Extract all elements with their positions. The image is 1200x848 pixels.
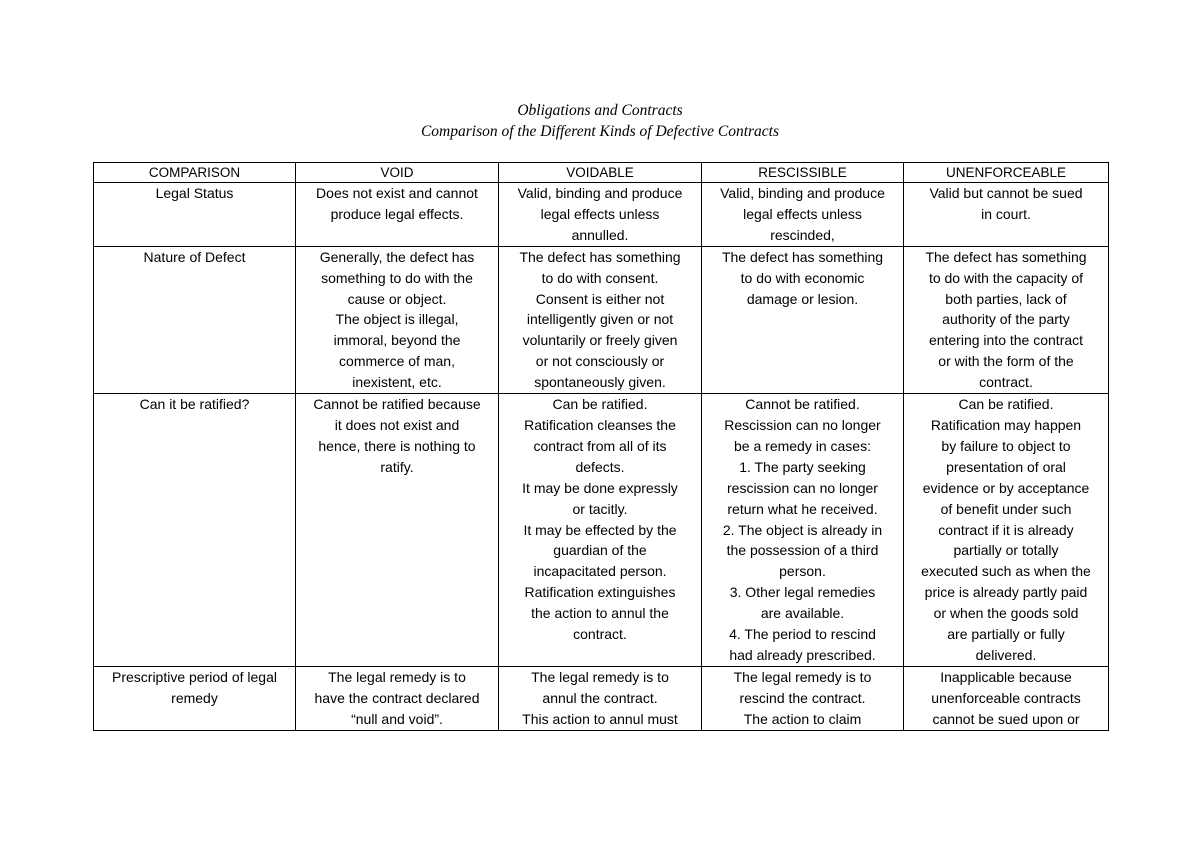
cell-line: 1. The party seeking: [739, 458, 866, 475]
cell-line: Does not exist and cannot: [316, 185, 478, 201]
cell-line: The legal remedy is to: [531, 668, 669, 685]
cell-line: had already prescribed.: [729, 646, 876, 663]
cell-line: rescind the contract.: [739, 689, 866, 706]
cell-line: person.: [779, 563, 826, 580]
table-cell-comparison: [94, 394, 296, 667]
table-cell-rescissible: [702, 666, 904, 730]
cell-line: it does not exist and: [334, 416, 460, 433]
cell-line: of benefit under such: [940, 500, 1072, 517]
cell-line: 4. The period to rescind: [729, 626, 876, 643]
cell-line: delivered.: [975, 646, 1037, 663]
cell-line: the possession of a third: [726, 542, 879, 559]
table-cell-voidable: [499, 666, 702, 730]
table-cell-voidable: [499, 183, 702, 247]
cell-line: Ratification extinguishes: [524, 584, 676, 601]
table-cell-unenforceable: [904, 246, 1109, 393]
cell-line: voluntarily or freely given: [522, 332, 678, 349]
cell-line: annulled.: [571, 226, 629, 243]
cell-line: Can be ratified.: [958, 396, 1054, 413]
table-cell-rescissible: [702, 183, 904, 247]
column-header-voidable: VOIDABLE: [499, 163, 702, 183]
cell-line: have the contract declared: [314, 689, 480, 706]
cell-line: return what he received.: [727, 500, 878, 517]
cell-line: or not consciously or: [535, 353, 665, 370]
table-cell-void: [296, 666, 499, 730]
table-cell-unenforceable: [904, 394, 1109, 667]
cell-line: to do with consent.: [541, 269, 659, 286]
cell-line: Ratification cleanses the: [524, 416, 676, 433]
table-row: [94, 183, 1109, 247]
cell-line: ratify.: [380, 458, 414, 475]
cell-line: executed such as when the: [921, 563, 1091, 580]
table-cell-unenforceable: [904, 183, 1109, 247]
cell-line: Generally, the defect has: [319, 248, 475, 265]
cell-line: Consent is either not: [535, 290, 665, 307]
cell-line: are partially or fully: [947, 626, 1065, 643]
cell-line: defects.: [575, 458, 625, 475]
cell-line: or when the goods sold: [933, 605, 1079, 622]
cell-line: Cannot be ratified because: [313, 396, 481, 413]
cell-line: remedy: [171, 689, 218, 706]
cell-line: immoral, beyond the: [333, 332, 461, 349]
cell-line: by failure to object to: [941, 437, 1071, 454]
cell-line: Ratification may happen: [930, 416, 1082, 433]
cell-line: The object is illegal,: [335, 311, 459, 328]
cell-line: Prescriptive period of legal: [112, 668, 277, 685]
table-cell-rescissible: [702, 394, 904, 667]
cell-line: Inapplicable because: [940, 668, 1072, 685]
cell-line: The defect has something: [925, 248, 1087, 265]
cell-line: contract if it is already: [938, 521, 1074, 538]
cell-line: contract from all of its: [533, 437, 667, 454]
cell-line: spontaneously given.: [534, 374, 666, 391]
cell-line: or with the form of the: [938, 353, 1074, 370]
table-row: [94, 394, 1109, 667]
cell-line: something to do with the: [321, 269, 473, 286]
document-subtitle: Comparison of the Different Kinds of Defective Contracts: [420, 123, 780, 140]
table-cell-comparison: [94, 183, 296, 247]
cell-line: the action to annul the: [531, 605, 669, 622]
cell-line: entering into the contract: [928, 332, 1084, 349]
cell-line: The defect has something: [519, 248, 681, 265]
table-cell-void: [296, 183, 499, 247]
cell-line: The legal remedy is to: [328, 668, 466, 685]
cell-line: Valid, binding and produce: [720, 185, 885, 201]
table-cell-void: [296, 394, 499, 667]
cell-line: hence, there is nothing to: [318, 437, 476, 454]
table-body: [94, 183, 1109, 731]
cell-line: or tacitly.: [572, 500, 628, 517]
cell-line: be a remedy in cases:: [734, 437, 871, 454]
cell-line: Cannot be ratified.: [745, 396, 860, 413]
cell-line: rescission can no longer: [727, 479, 878, 496]
table-cell-comparison: [94, 246, 296, 393]
table-cell-comparison: [94, 666, 296, 730]
cell-line: cause or object.: [347, 290, 447, 307]
cell-line: are available.: [760, 605, 845, 622]
cell-line: produce legal effects.: [330, 205, 464, 222]
cell-line: intelligently given or not: [526, 311, 674, 328]
cell-line: inexistent, etc.: [352, 374, 442, 391]
document-header: [0, 100, 1200, 142]
cell-line: to do with the capacity of: [928, 269, 1084, 286]
cell-line: It may be effected by the: [523, 521, 677, 538]
cell-line: Valid, binding and produce: [517, 185, 683, 201]
cell-line: both parties, lack of: [945, 290, 1067, 307]
cell-line: The defect has something: [721, 248, 884, 265]
column-header-void: VOID: [296, 163, 499, 183]
cell-line: to do with economic: [740, 269, 865, 286]
column-header-comparison: COMPARISON: [94, 163, 296, 183]
table-cell-rescissible: [702, 246, 904, 393]
table-cell-voidable: [499, 246, 702, 393]
column-header-unenforceable: UNENFORCEABLE: [904, 163, 1109, 183]
cell-line: rescinded,: [770, 226, 835, 243]
cell-line: The action to claim: [743, 710, 862, 727]
cell-line: Can be ratified.: [552, 396, 648, 413]
cell-line: Valid but cannot be sued: [929, 185, 1083, 201]
table-row: [94, 246, 1109, 393]
document-title: Obligations and Contracts: [517, 102, 683, 119]
table-row: [94, 666, 1109, 730]
cell-line: commerce of man,: [339, 353, 455, 370]
cell-line: This action to annul must: [522, 710, 678, 727]
cell-line: It may be done expressly: [522, 479, 678, 496]
cell-line: Can it be ratified?: [139, 396, 250, 413]
cell-line: contract.: [979, 374, 1033, 391]
cell-line: guardian of the: [553, 542, 647, 559]
cell-line: price is already partly paid: [924, 584, 1088, 601]
cell-line: legal effects unless: [540, 205, 660, 222]
cell-line: damage or lesion.: [746, 290, 859, 307]
cell-line: The legal remedy is to: [733, 668, 872, 685]
cell-line: annul the contract.: [542, 689, 658, 706]
cell-line: cannot be sued upon or: [932, 710, 1080, 727]
cell-line: partially or totally: [953, 542, 1059, 559]
cell-line: 3. Other legal remedies: [729, 584, 876, 601]
cell-line: 2. The object is already in: [722, 521, 883, 538]
cell-line: Rescission can no longer: [724, 416, 881, 433]
cell-line: legal effects unless: [743, 205, 862, 222]
comparison-table: [93, 162, 1109, 731]
cell-line: presentation of oral: [946, 458, 1066, 475]
cell-line: contract.: [573, 626, 627, 643]
cell-line: Nature of Defect: [143, 248, 246, 265]
cell-line: “null and void”.: [351, 710, 443, 727]
table-cell-unenforceable: [904, 666, 1109, 730]
table-cell-voidable: [499, 394, 702, 667]
cell-line: incapacitated person.: [533, 563, 667, 580]
cell-line: unenforceable contracts: [931, 689, 1081, 706]
cell-line: in court.: [981, 205, 1031, 222]
cell-line: Legal Status: [155, 185, 234, 201]
column-header-rescissible: RESCISSIBLE: [702, 163, 904, 183]
table-header-row: [94, 163, 1109, 183]
cell-line: authority of the party: [942, 311, 1070, 328]
cell-line: evidence or by acceptance: [922, 479, 1090, 496]
table-cell-void: [296, 246, 499, 393]
